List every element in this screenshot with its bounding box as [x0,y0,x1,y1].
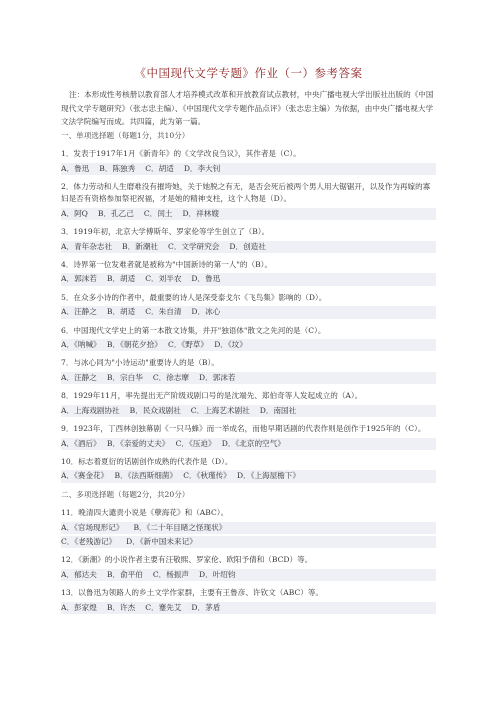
question-6: 6．中国现代文学史上的第一本散文诗集，并开"独语体"散文之先河的是（C）。 [61,325,326,335]
question-13: 13．以鲁迅为领路人的乡土文学作家群，主要有王鲁彦、许钦文（ABC）等。 [61,588,324,598]
option-11d: D．《新中国未来记》 [126,536,197,546]
options-3: A．青年杂志社 B．新潮社 C．文学研究会 D．创造社 [61,241,436,253]
section-heading-multiple-choice: 二、多项选择题（每题2分，共20分） [61,489,190,499]
document-title: 《中国现代文学专题》作业（一）参考答案 [134,66,363,80]
question-4: 4．诗界第一位发难者就是被称为"中国新诗的第一人"的（B）。 [61,260,273,270]
options-13: A．彭家煌 B．许杰 C．蹇先艾 D．茅盾 [61,602,436,614]
question-3: 3．1919年初，北京大学傅斯年、罗家伦等学生创立了（B）。 [61,227,270,237]
options-4: A．郭沫若 B．胡适 C．刘半农 D．鲁迅 [61,273,436,285]
question-1: 1．发表于1917年1月《新青年》的《文学改良刍议》，其作者是（C）。 [61,149,301,159]
options-2: A．阿Q B．孔乙己 C．闰土 D．祥林嫂 [61,208,436,220]
options-7: A．汪静之 B．宗白华 C．徐志摩 D．郭沫若 [61,372,436,384]
question-11: 11．晚清四大谴责小说是《孽海花》和（ABC）。 [61,508,229,518]
question-7: 7．与冰心同为"小诗运动"重要诗人的是（B）。 [61,358,219,368]
options-11a [61,522,436,534]
section-heading-single-choice: 一、单项选择题（每题1分，共10分） [61,130,190,140]
options-6: A．《呐喊》 B．《朝花夕拾》 C．《野草》 D．《坟》 [61,339,436,351]
options-5: A．汪静之 B．胡适 C．朱自清 D．冰心 [61,306,436,318]
option-11b: B．《二十年目睹之怪现状》 [133,522,227,532]
options-10: A．《赛金花》 B．《法西斯细菌》 C．《秋瑾传》 D．《上海屋檐下》 [61,470,436,482]
option-11a: A．《官场现形记》 [61,522,124,532]
question-8: 8．1929年11月，率先提出无产阶级戏剧口号的是沈端先、郑伯奇等人发起成立的（A）。 [61,391,363,401]
question-2: 2．体力劳动和人生磨难没有摧垮她，关于她脱之有无，是否会死后被两个男人用大锯锯开，以及作为再嫁的寡妇是否有资格参加祭祀祝福，才是她的精神支柱，这个人物是（D）。 [61,182,431,204]
options-12: A．郁达夫 B．俞平伯 C．杨振声 D．叶绍钧 [61,569,436,581]
intro-paragraph: 注：本形成性考核册以教育部人才培养模式改革和开放教育试点教材，中央广播电视大学出版社出版的《中国现代文学专题研究》（张志忠主编）、《中国现代文学专题作品点评》（张志忠主编）为依据，由中央广播电视大学文法学院编写而成。共四篇，此为第一篇。 [61,90,434,127]
question-9: 9．1923年，丁西林创独幕剧《一只马蜂》而一举成名，而他早期话剧的代表作则是创作于1925年的（C）。 [61,424,426,434]
options-9: A．《酒后》 B．《亲爱的丈夫》 C．《压迫》 D．《北京的空气》 [61,438,436,450]
question-5: 5．在众多小诗的作者中，最重要的诗人是深受泰戈尔《飞鸟集》影响的（D）。 [61,292,327,302]
question-12: 12．《新潮》的小说作者主要有汪敬熙、罗家伦、欧阳予倩和（BCD）等。 [61,555,313,565]
options-8: A．上海戏剧协社 B．民众戏剧社 C．上海艺术剧社 D．南国社 [61,405,436,417]
option-11c: C．《老残游记》 [61,536,117,546]
question-10: 10．标志着夏衍的话剧创作成熟的代表作是（D）。 [61,456,233,466]
options-1: A．鲁迅 B．陈独秀 C．胡适 D．李大钊 [61,163,436,175]
options-11b [61,536,436,548]
